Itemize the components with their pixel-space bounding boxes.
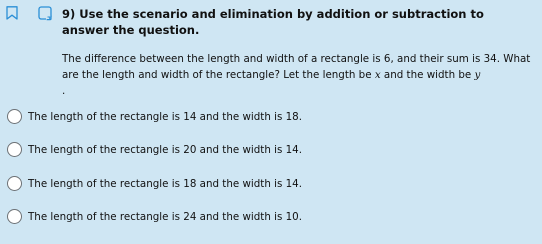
variable-x: x [374, 69, 381, 81]
scenario-text-end: . [62, 85, 66, 97]
answer-option-b[interactable] [0, 139, 542, 161]
answer-option-label[interactable]: The length of the rectangle is 20 and the width is 14. [28, 144, 302, 156]
radio-button[interactable] [7, 176, 22, 191]
question-instruction [62, 6, 532, 38]
question-number: 9) [62, 7, 76, 21]
answer-option-c[interactable] [0, 173, 542, 195]
question-scenario [62, 51, 538, 99]
answer-option-label[interactable]: The length of the rectangle is 14 and the width is 18. [28, 111, 302, 123]
answer-option-label[interactable]: The length of the rectangle is 18 and the width is 14. [28, 178, 302, 190]
bookmark-icon[interactable] [6, 6, 18, 20]
answer-option-a[interactable] [0, 106, 542, 128]
answer-option-d[interactable] [0, 206, 542, 228]
question-instruction-text: Use the scenario and elimination by addition or subtraction to answer the question. [62, 7, 484, 37]
variable-y: y [474, 69, 481, 81]
flag-icon[interactable] [38, 6, 54, 22]
radio-button[interactable] [7, 142, 22, 157]
scenario-text-middle: and the width be [380, 69, 475, 81]
radio-button[interactable] [7, 209, 22, 224]
scenario-text: The difference between the length and width of a rectangle is 6, and their sum is 34. What are the length and width of the rectangle? Let the length be [62, 53, 531, 81]
radio-button[interactable] [7, 109, 22, 124]
answer-option-label[interactable]: The length of the rectangle is 24 and the width is 10. [28, 211, 302, 223]
